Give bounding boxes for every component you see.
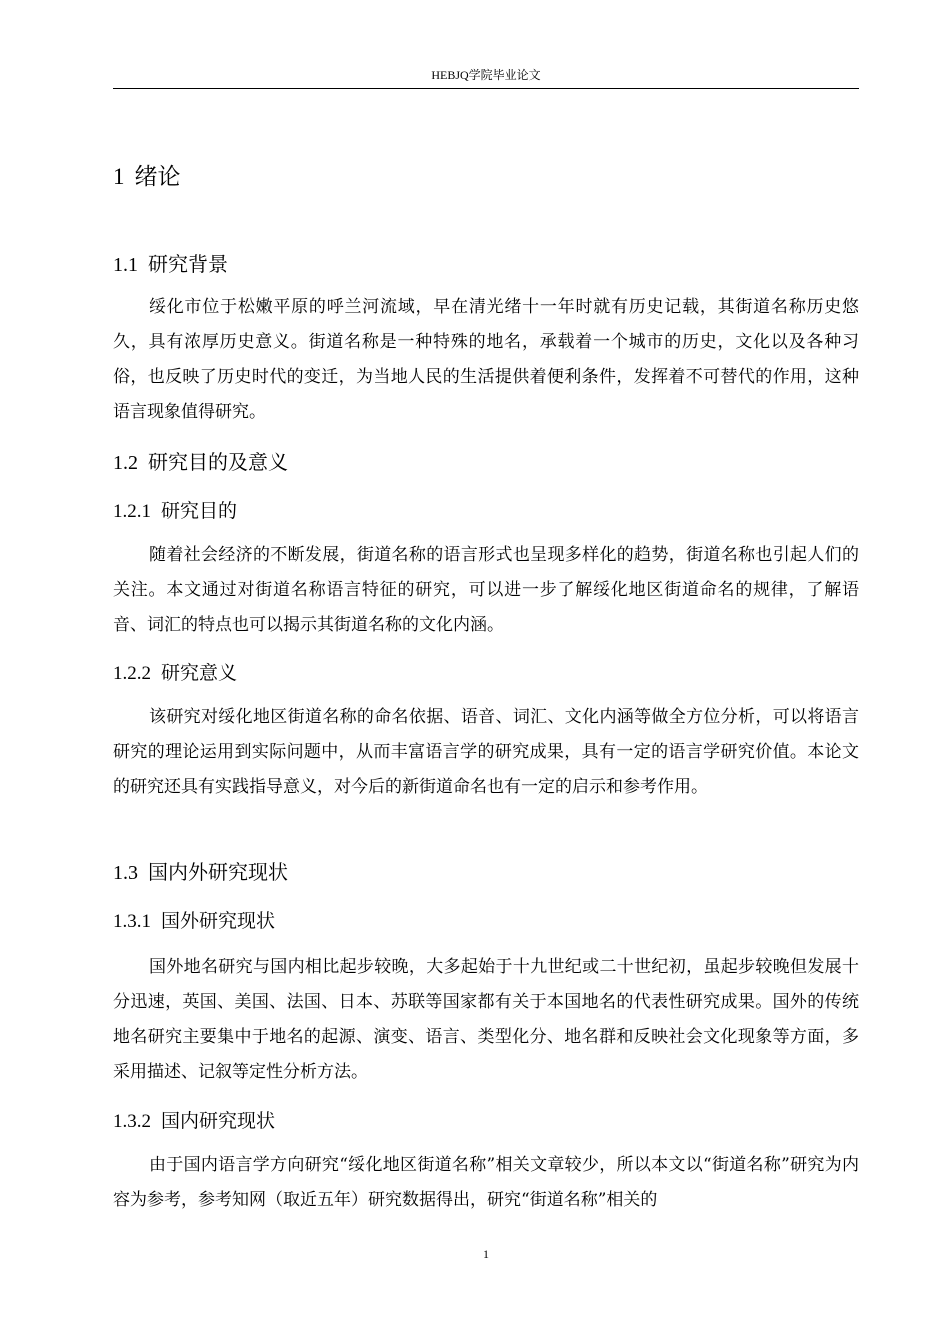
page-header-title: HEBJQ学院毕业论文 — [431, 68, 541, 82]
heading-title: 研究背景 — [148, 252, 228, 276]
paragraph-research-significance: 该研究对绥化地区街道名称的命名依据、语音、词汇、文化内涵等做全方位分析，可以将语言研究的理论运用到实际问题中，从而丰富语言学的研究成果，具有一定的语言学研究价值。本论文的研究还具有实践指导意义，对今后的新街道命名也有一定的启示和参考作用。 — [113, 707, 859, 797]
heading-title: 研究目的及意义 — [148, 450, 288, 474]
heading-1-introduction — [113, 161, 181, 193]
paragraph-foreign-research-status: 国外地名研究与国内相比起步较晚，大多起始于十九世纪或二十世纪初，虽起步较晚但发展十分迅速，英国、美国、法国、日本、苏联等国家都有关于本国地名的代表性研究成果。国外的传统地名研究主要集中于地名的起源、演变、语言、类型化分、地名群和反映社会文化现象等方面，多采用描述、记叙等定性分析方法。 — [113, 957, 859, 1082]
heading-title: 研究目的 — [161, 500, 238, 522]
heading-number: 1.3 — [113, 862, 138, 884]
header-divider — [113, 88, 859, 89]
heading-number: 1.3.1 — [113, 911, 151, 932]
heading-number: 1 — [113, 164, 125, 189]
heading-1-3-research-status — [113, 858, 288, 887]
heading-1-2-2-research-significance — [113, 660, 237, 687]
heading-1-2-purpose-and-significance — [113, 448, 288, 477]
heading-number: 1.1 — [113, 254, 138, 276]
heading-title: 国内研究现状 — [161, 1110, 276, 1132]
paragraph-research-background: 绥化市位于松嫩平原的呼兰河流域，早在清光绪十一年时就有历史记载，其街道名称历史悠久，具有浓厚历史意义。街道名称是一种特殊的地名，承载着一个城市的历史，文化以及各种习俗，也反映了历史时代的变迁，为当地人民的生活提供着便利条件，发挥着不可替代的作用，这种语言现象值得研究。 — [113, 297, 859, 422]
heading-1-3-1-foreign-research-status — [113, 908, 275, 935]
heading-1-3-2-domestic-research-status — [113, 1108, 275, 1135]
heading-title: 研究意义 — [161, 662, 238, 684]
heading-number: 1.2.2 — [113, 663, 151, 684]
heading-title: 国内外研究现状 — [148, 860, 288, 884]
paragraph-research-purpose: 随着社会经济的不断发展，街道名称的语言形式也呈现多样化的趋势，街道名称也引起人们的关注。本文通过对街道名称语言特征的研究，可以进一步了解绥化地区街道命名的规律，了解语音、词汇的特点也可以揭示其街道名称的文化内涵。 — [113, 545, 859, 635]
heading-title: 绪论 — [134, 164, 181, 190]
page-number: 1 — [483, 1247, 489, 1261]
heading-1-2-1-research-purpose — [113, 498, 237, 525]
heading-number: 1.2.1 — [113, 501, 151, 522]
heading-title: 国外研究现状 — [161, 910, 276, 932]
heading-number: 1.2 — [113, 452, 138, 474]
heading-1-1-research-background — [113, 250, 228, 279]
heading-number: 1.3.2 — [113, 1111, 151, 1132]
paragraph-domestic-research-status: 由于国内语言学方向研究“绥化地区街道名称”相关文章较少，所以本文以“街道名称”研究为内容为参考，参考知网（取近五年）研究数据得出，研究“街道名称”相关的 — [113, 1155, 859, 1210]
